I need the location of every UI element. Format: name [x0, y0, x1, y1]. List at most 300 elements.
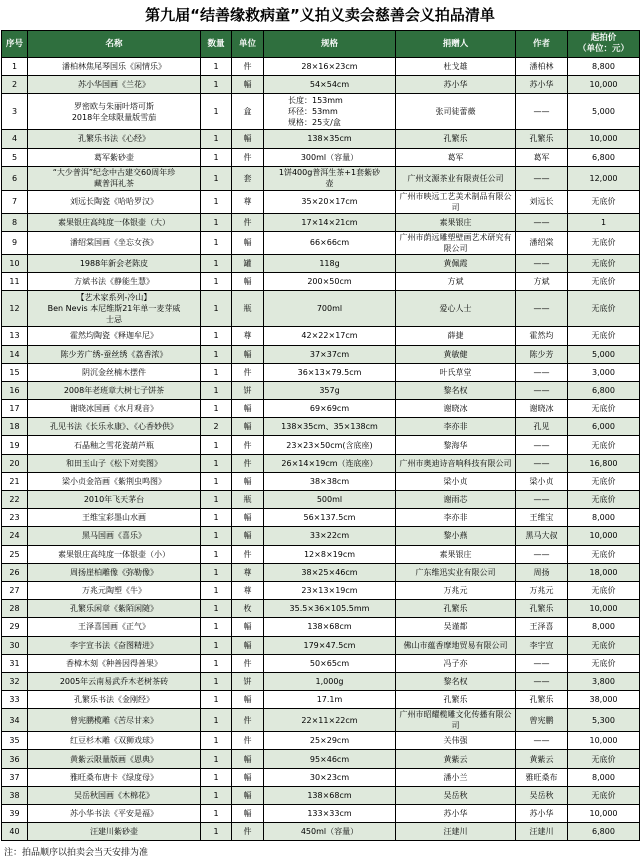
cell-qty: 1 — [201, 618, 232, 636]
cell-name: 孔繁乐闲章《紫陌闲随》 — [28, 600, 201, 618]
table-row — [2, 636, 640, 654]
table-header-row — [2, 31, 640, 58]
cell-name: 周扬崖柏雕像《弥勒像》 — [28, 563, 201, 581]
cell-price: 8,000 — [568, 618, 640, 636]
header-author: 作者 — [516, 31, 568, 58]
header-no: 序号 — [2, 31, 28, 58]
cell-author: 雅旺桑布 — [516, 768, 568, 786]
cell-name: 霍然均陶瓷《释迦牟尼》 — [28, 327, 201, 345]
cell-donor: 谢晓冰 — [396, 400, 516, 418]
cell-unit: 枚 — [232, 600, 264, 618]
table-row — [2, 58, 640, 76]
cell-price: 无底价 — [568, 400, 640, 418]
cell-spec: 42×22×17cm — [264, 327, 396, 345]
table-row — [2, 254, 640, 272]
cell-no: 18 — [2, 418, 28, 436]
cell-donor: 李亦非 — [396, 509, 516, 527]
cell-unit: 罐 — [232, 254, 264, 272]
cell-author: 黄紫云 — [516, 750, 568, 768]
cell-price: 无底价 — [568, 291, 640, 327]
cell-donor: 黄敏健 — [396, 345, 516, 363]
cell-spec: 138×68cm — [264, 618, 396, 636]
cell-name: 和田玉山子《松下对奕图》 — [28, 454, 201, 472]
cell-spec: 35×20×17cm — [264, 190, 396, 213]
cell-author: 王泽喜 — [516, 618, 568, 636]
cell-price: 6,000 — [568, 418, 640, 436]
cell-no: 37 — [2, 768, 28, 786]
cell-name: 梁小贞金箔画《紫荆虫鸣图》 — [28, 472, 201, 490]
cell-donor: 黎海华 — [396, 436, 516, 454]
cell-price: 16,800 — [568, 454, 640, 472]
cell-qty: 1 — [201, 76, 232, 94]
cell-qty: 1 — [201, 190, 232, 213]
cell-unit: 尊 — [232, 327, 264, 345]
table-row — [2, 345, 640, 363]
cell-unit: 尊 — [232, 581, 264, 599]
cell-name: 潘绍棠国画《坐忘女孩》 — [28, 231, 201, 254]
cell-author: —— — [516, 213, 568, 231]
cell-unit: 幅 — [232, 472, 264, 490]
table-row — [2, 786, 640, 804]
cell-author: 霍然均 — [516, 327, 568, 345]
cell-unit: 幅 — [232, 345, 264, 363]
cell-author: 梁小贞 — [516, 472, 568, 490]
cell-unit: 幅 — [232, 636, 264, 654]
cell-price: 无底价 — [568, 273, 640, 291]
cell-author: —— — [516, 291, 568, 327]
cell-price: 8,800 — [568, 58, 640, 76]
cell-author: 孔繁乐 — [516, 600, 568, 618]
cell-name: 罗密欧与朱丽叶塔可斯 2018年全球限量版雪茄 — [28, 94, 201, 130]
table-row — [2, 563, 640, 581]
cell-unit: 幅 — [232, 509, 264, 527]
table-row — [2, 527, 640, 545]
cell-donor: 广东维迅实业有限公司 — [396, 563, 516, 581]
cell-qty: 1 — [201, 786, 232, 804]
cell-donor: 广州市奥迪诗音响科技有限公司 — [396, 454, 516, 472]
cell-qty: 1 — [201, 709, 232, 732]
cell-price: 无底价 — [568, 750, 640, 768]
cell-author: —— — [516, 363, 568, 381]
cell-unit: 件 — [232, 732, 264, 750]
cell-name: 李宇宣书法《奋图精进》 — [28, 636, 201, 654]
cell-donor: 吴谨都 — [396, 618, 516, 636]
cell-donor: 吴岳秋 — [396, 786, 516, 804]
cell-no: 15 — [2, 363, 28, 381]
cell-no: 11 — [2, 273, 28, 291]
cell-qty: 1 — [201, 148, 232, 166]
cell-unit: 瓶 — [232, 291, 264, 327]
cell-unit: 幅 — [232, 786, 264, 804]
cell-spec: 138×35cm、35×138cm — [264, 418, 396, 436]
cell-spec: 30×23cm — [264, 768, 396, 786]
cell-price: 12,000 — [568, 166, 640, 190]
cell-author: 陈少芳 — [516, 345, 568, 363]
cell-donor: 广州市映远工艺美术制品有限公司 — [396, 190, 516, 213]
cell-no: 35 — [2, 732, 28, 750]
cell-unit: 幅 — [232, 76, 264, 94]
cell-unit: 套 — [232, 166, 264, 190]
cell-no: 17 — [2, 400, 28, 418]
table-row — [2, 618, 640, 636]
cell-author: —— — [516, 254, 568, 272]
cell-unit: 件 — [232, 363, 264, 381]
cell-spec: 12×8×19cm — [264, 545, 396, 563]
cell-spec: 300ml（容量） — [264, 148, 396, 166]
cell-spec: 23×23×50cm(含底座) — [264, 436, 396, 454]
cell-name: 方斌书法《静能生慧》 — [28, 273, 201, 291]
cell-name: 曾宪鹏榄雕《苦尽甘来》 — [28, 709, 201, 732]
cell-unit: 幅 — [232, 418, 264, 436]
header-donor: 捐赠人 — [396, 31, 516, 58]
cell-unit: 尊 — [232, 563, 264, 581]
cell-no: 16 — [2, 381, 28, 399]
cell-price: 38,000 — [568, 691, 640, 709]
cell-spec: 133×33cm — [264, 805, 396, 823]
cell-qty: 1 — [201, 327, 232, 345]
cell-no: 40 — [2, 823, 28, 841]
cell-unit: 幅 — [232, 231, 264, 254]
cell-author: 苏小华 — [516, 76, 568, 94]
cell-donor: 广州市昭耀榄雕文化传播有限公司 — [396, 709, 516, 732]
cell-qty: 1 — [201, 273, 232, 291]
table-row — [2, 418, 640, 436]
cell-no: 25 — [2, 545, 28, 563]
cell-qty: 1 — [201, 472, 232, 490]
cell-donor: 素果银庄 — [396, 213, 516, 231]
cell-name: 2005年云南易武乔木老树茶砖 — [28, 672, 201, 690]
header-price: 起拍价 （单位：元） — [568, 31, 640, 58]
cell-donor: 冯子亦 — [396, 654, 516, 672]
cell-spec: 38×38cm — [264, 472, 396, 490]
cell-qty: 1 — [201, 345, 232, 363]
cell-price: 6,800 — [568, 148, 640, 166]
cell-spec: 38×25×46cm — [264, 563, 396, 581]
table-row — [2, 709, 640, 732]
cell-name: 谢晓冰国画《水月观音》 — [28, 400, 201, 418]
cell-price: 无底价 — [568, 654, 640, 672]
cell-no: 19 — [2, 436, 28, 454]
cell-price: 无底价 — [568, 786, 640, 804]
cell-qty: 1 — [201, 654, 232, 672]
cell-author: —— — [516, 166, 568, 190]
cell-no: 38 — [2, 786, 28, 804]
cell-no: 7 — [2, 190, 28, 213]
cell-no: 22 — [2, 491, 28, 509]
cell-price: 无底价 — [568, 545, 640, 563]
cell-author: 方斌 — [516, 273, 568, 291]
cell-price: 无底价 — [568, 254, 640, 272]
cell-price: 10,000 — [568, 130, 640, 148]
cell-unit: 饼 — [232, 381, 264, 399]
table-row — [2, 654, 640, 672]
cell-name: 2010年飞天茅台 — [28, 491, 201, 509]
cell-unit: 饼 — [232, 672, 264, 690]
cell-spec: 450ml（容量） — [264, 823, 396, 841]
cell-donor: 李亦非 — [396, 418, 516, 436]
cell-name: 香樟木刻《种善因得善果》 — [28, 654, 201, 672]
cell-name: “大少普洱”纪念中古建交60周年珍 藏普洱礼茶 — [28, 166, 201, 190]
cell-donor: 孔繁乐 — [396, 600, 516, 618]
table-row — [2, 130, 640, 148]
cell-author: 谢晓冰 — [516, 400, 568, 418]
cell-unit: 件 — [232, 213, 264, 231]
cell-unit: 幅 — [232, 130, 264, 148]
cell-unit: 幅 — [232, 805, 264, 823]
table-row — [2, 166, 640, 190]
cell-spec: 56×137.5cm — [264, 509, 396, 527]
table-row — [2, 213, 640, 231]
cell-author: 刘远长 — [516, 190, 568, 213]
cell-no: 23 — [2, 509, 28, 527]
cell-name: 黄紫云限量版画《恩典》 — [28, 750, 201, 768]
cell-no: 1 — [2, 58, 28, 76]
cell-no: 39 — [2, 805, 28, 823]
cell-donor: 黄紫云 — [396, 750, 516, 768]
cell-donor: 黄佩霞 — [396, 254, 516, 272]
cell-spec: 1饼400g普洱生茶+1套紫砂 壶 — [264, 166, 396, 190]
cell-unit: 件 — [232, 436, 264, 454]
cell-price: 5,000 — [568, 345, 640, 363]
cell-name: 汪建川紫砂壶 — [28, 823, 201, 841]
cell-author: 葛军 — [516, 148, 568, 166]
cell-author: —— — [516, 491, 568, 509]
cell-unit: 尊 — [232, 190, 264, 213]
cell-name: 石晶釉之雪花瓷葫芦瓶 — [28, 436, 201, 454]
cell-name: 王维宝彩墨山水画 — [28, 509, 201, 527]
cell-donor: 张司徒蕾薇 — [396, 94, 516, 130]
cell-name: 潘柏林焦尾琴国乐《闲情乐》 — [28, 58, 201, 76]
cell-qty: 1 — [201, 213, 232, 231]
cell-author: 吴岳秋 — [516, 786, 568, 804]
cell-qty: 2 — [201, 418, 232, 436]
cell-unit: 幅 — [232, 273, 264, 291]
cell-no: 5 — [2, 148, 28, 166]
cell-name: 黑马国画《喜乐》 — [28, 527, 201, 545]
header-qty: 数量 — [201, 31, 232, 58]
cell-author: —— — [516, 381, 568, 399]
cell-qty: 1 — [201, 381, 232, 399]
cell-name: 1988年新会老陈皮 — [28, 254, 201, 272]
cell-price: 无底价 — [568, 581, 640, 599]
cell-price: 10,000 — [568, 600, 640, 618]
cell-donor: 苏小华 — [396, 805, 516, 823]
cell-spec: 35.5×36×105.5mm — [264, 600, 396, 618]
cell-author: 潘绍棠 — [516, 231, 568, 254]
table-row — [2, 545, 640, 563]
cell-no: 3 — [2, 94, 28, 130]
cell-no: 29 — [2, 618, 28, 636]
cell-no: 32 — [2, 672, 28, 690]
cell-name: 孔繁乐书法《心经》 — [28, 130, 201, 148]
table-row — [2, 472, 640, 490]
cell-qty: 1 — [201, 509, 232, 527]
cell-price: 5,300 — [568, 709, 640, 732]
cell-unit: 件 — [232, 58, 264, 76]
cell-price: 无底价 — [568, 491, 640, 509]
cell-donor: 谢雨芯 — [396, 491, 516, 509]
cell-price: 10,000 — [568, 805, 640, 823]
cell-unit: 幅 — [232, 750, 264, 768]
cell-no: 13 — [2, 327, 28, 345]
cell-qty: 1 — [201, 805, 232, 823]
cell-name: 素果银庄高纯度一体银壶（小） — [28, 545, 201, 563]
cell-name: 苏小华书法《平安是福》 — [28, 805, 201, 823]
cell-unit: 件 — [232, 654, 264, 672]
cell-qty: 1 — [201, 58, 232, 76]
cell-spec: 25×29cm — [264, 732, 396, 750]
cell-spec: 700ml — [264, 291, 396, 327]
cell-price: 10,000 — [568, 732, 640, 750]
cell-qty: 1 — [201, 436, 232, 454]
cell-author: 万兆元 — [516, 581, 568, 599]
cell-no: 33 — [2, 691, 28, 709]
cell-spec: 36×13×79.5cm — [264, 363, 396, 381]
cell-donor: 爱心人士 — [396, 291, 516, 327]
cell-spec: 23×13×19cm — [264, 581, 396, 599]
table-row — [2, 327, 640, 345]
cell-price: 8,000 — [568, 509, 640, 527]
cell-donor: 黎名权 — [396, 381, 516, 399]
header-unit: 单位 — [232, 31, 264, 58]
cell-qty: 1 — [201, 691, 232, 709]
cell-no: 21 — [2, 472, 28, 490]
table-row — [2, 805, 640, 823]
cell-author: 王维宝 — [516, 509, 568, 527]
cell-donor: 孔繁乐 — [396, 691, 516, 709]
cell-qty: 1 — [201, 491, 232, 509]
cell-price: 无底价 — [568, 472, 640, 490]
table-row — [2, 750, 640, 768]
cell-donor: 薛捷 — [396, 327, 516, 345]
cell-donor: 万兆元 — [396, 581, 516, 599]
cell-qty: 1 — [201, 130, 232, 148]
cell-price: 3,800 — [568, 672, 640, 690]
cell-no: 30 — [2, 636, 28, 654]
cell-spec: 54×54cm — [264, 76, 396, 94]
cell-spec: 50×65cm — [264, 654, 396, 672]
cell-unit: 幅 — [232, 768, 264, 786]
cell-qty: 1 — [201, 545, 232, 563]
table-row — [2, 400, 640, 418]
cell-name: 【艺术家系列-冷山】 Ben Nevis 本尼维斯21年单一麦芽威 士忌 — [28, 291, 201, 327]
cell-unit: 盒 — [232, 94, 264, 130]
table-row — [2, 581, 640, 599]
table-row — [2, 231, 640, 254]
cell-name: 素果银庄高纯度一体银壶（大） — [28, 213, 201, 231]
table-row — [2, 600, 640, 618]
cell-price: 无底价 — [568, 190, 640, 213]
table-row — [2, 190, 640, 213]
cell-name: 吴岳秋国画《木棉花》 — [28, 786, 201, 804]
cell-no: 6 — [2, 166, 28, 190]
cell-author: 孔见 — [516, 418, 568, 436]
cell-spec: 1,000g — [264, 672, 396, 690]
cell-donor: 苏小华 — [396, 76, 516, 94]
table-row — [2, 768, 640, 786]
cell-spec: 22×11×22cm — [264, 709, 396, 732]
cell-donor: 梁小贞 — [396, 472, 516, 490]
cell-unit: 幅 — [232, 618, 264, 636]
cell-donor: 广州市荫远雕塑壁画艺术研究有限公司 — [396, 231, 516, 254]
cell-qty: 1 — [201, 750, 232, 768]
cell-unit: 件 — [232, 709, 264, 732]
cell-author: 孔繁乐 — [516, 130, 568, 148]
cell-price: 无底价 — [568, 327, 640, 345]
table-row — [2, 491, 640, 509]
cell-price: 10,000 — [568, 76, 640, 94]
cell-donor: 葛军 — [396, 148, 516, 166]
cell-no: 26 — [2, 563, 28, 581]
cell-name: 孔繁乐书法《金刚经》 — [28, 691, 201, 709]
cell-no: 36 — [2, 750, 28, 768]
cell-unit: 件 — [232, 454, 264, 472]
table-row — [2, 76, 640, 94]
cell-name: 孔见书法《长乐永康》、《心香妙供》 — [28, 418, 201, 436]
cell-no: 2 — [2, 76, 28, 94]
cell-donor: 潘小兰 — [396, 768, 516, 786]
cell-no: 10 — [2, 254, 28, 272]
cell-name: 苏小华国画《兰花》 — [28, 76, 201, 94]
cell-donor: 方斌 — [396, 273, 516, 291]
cell-price: 18,000 — [568, 563, 640, 581]
cell-name: 红豆杉木雕《双狮戏球》 — [28, 732, 201, 750]
table-row — [2, 148, 640, 166]
cell-price: 8,000 — [568, 768, 640, 786]
cell-name: 阴沉金丝楠木摆件 — [28, 363, 201, 381]
cell-price: 无底价 — [568, 231, 640, 254]
cell-qty: 1 — [201, 581, 232, 599]
cell-author: 李宇宣 — [516, 636, 568, 654]
cell-unit: 件 — [232, 545, 264, 563]
cell-qty: 1 — [201, 94, 232, 130]
cell-donor: 素果银庄 — [396, 545, 516, 563]
cell-no: 31 — [2, 654, 28, 672]
table-row — [2, 94, 640, 130]
footnote: 注：拍品顺序以拍卖会当天安排为准 — [4, 848, 149, 859]
cell-qty: 1 — [201, 363, 232, 381]
cell-qty: 1 — [201, 672, 232, 690]
cell-qty: 1 — [201, 563, 232, 581]
cell-qty: 1 — [201, 291, 232, 327]
cell-price: 3,000 — [568, 363, 640, 381]
cell-price: 1 — [568, 213, 640, 231]
cell-spec: 17×14×21cm — [264, 213, 396, 231]
cell-author: —— — [516, 672, 568, 690]
cell-donor: 关伟强 — [396, 732, 516, 750]
table-row — [2, 509, 640, 527]
cell-donor: 黎小燕 — [396, 527, 516, 545]
cell-spec: 66×66cm — [264, 231, 396, 254]
cell-price: 6,800 — [568, 823, 640, 841]
cell-no: 8 — [2, 213, 28, 231]
cell-qty: 1 — [201, 166, 232, 190]
header-spec: 规格 — [264, 31, 396, 58]
cell-no: 14 — [2, 345, 28, 363]
cell-author: —— — [516, 94, 568, 130]
cell-spec: 138×68cm — [264, 786, 396, 804]
cell-qty: 1 — [201, 636, 232, 654]
cell-no: 9 — [2, 231, 28, 254]
cell-donor: 杜戈雄 — [396, 58, 516, 76]
cell-qty: 1 — [201, 732, 232, 750]
cell-author: —— — [516, 454, 568, 472]
cell-spec: 118g — [264, 254, 396, 272]
table-row — [2, 454, 640, 472]
cell-name: 陈少芳广绣-蚕丝绣《荔香浓》 — [28, 345, 201, 363]
page-title: 第九届“结善缘救病童”义拍义卖会慈善会义拍品清单 — [145, 6, 495, 24]
cell-price: 10,000 — [568, 527, 640, 545]
